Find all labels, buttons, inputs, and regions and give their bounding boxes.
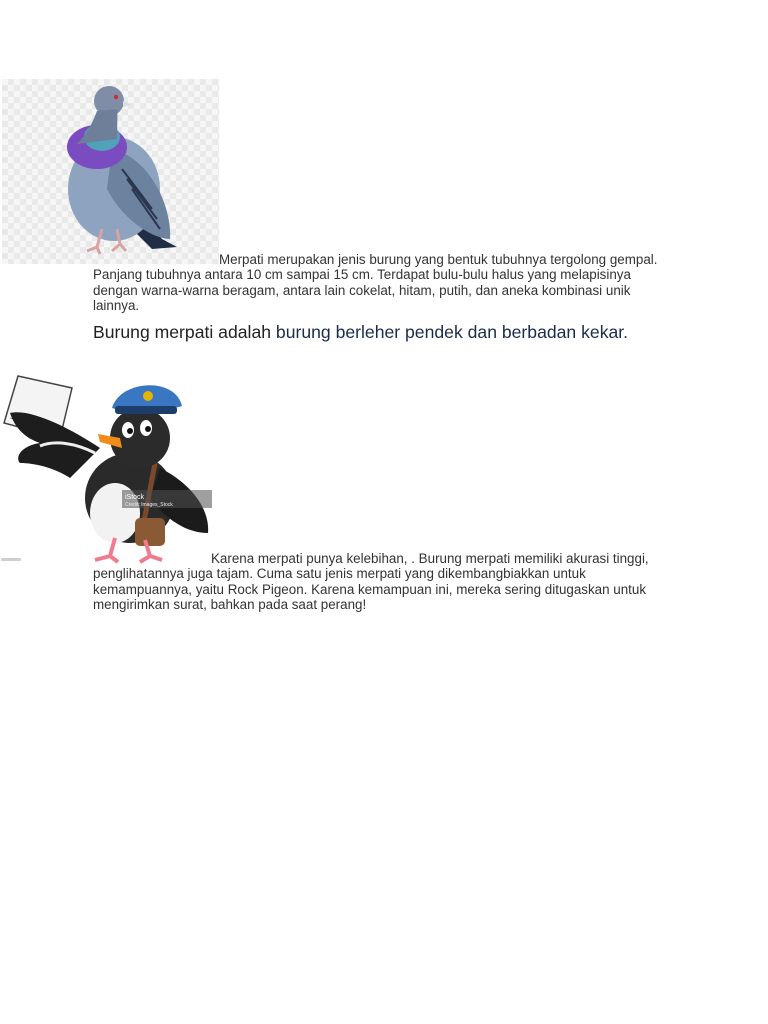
- watermark-text: iStock: [125, 494, 145, 501]
- pigeon-photo: [2, 79, 219, 264]
- cartoon-pigeon-illustration: [0, 368, 214, 564]
- paragraph-intro: [93, 252, 678, 314]
- image-caption-bar: [1, 558, 21, 561]
- paragraph-abilities: [93, 551, 678, 613]
- watermark-credit: Credit: Images_Stock: [125, 502, 173, 508]
- paragraph-abilities-text: Karena merpati punya kelebihan, . Burung merpati memiliki akurasi tinggi, penglihatannya juga tajam. Cuma satu jenis merpati yang dikembangbiakkan untuk kemampuannya, yaitu Rock Pigeon. Karena kemampuan ini, mereka sering ditugaskan untuk mengirimkan surat, bahkan pada saat perang!: [93, 551, 649, 613]
- heading-highlight: burung berleher pendek dan berbadan kekar.: [275, 322, 629, 342]
- pigeon-illustration: [2, 79, 219, 264]
- key-fact-heading: [93, 322, 673, 343]
- paragraph-intro-text: Merpati merupakan jenis burung yang bentuk tubuhnya tergolong gempal. Panjang tubuhnya antara 10 cm sampai 15 cm. Terdapat bulu-bulu halus yang melapisinya dengan warna-warna beragam, antara lain cokelat, hitam, putih, dan aneka kombinasi unik lainnya.: [93, 252, 658, 314]
- heading-prefix: Burung merpati adalah: [93, 322, 276, 342]
- cartoon-mail-pigeon: [0, 368, 214, 564]
